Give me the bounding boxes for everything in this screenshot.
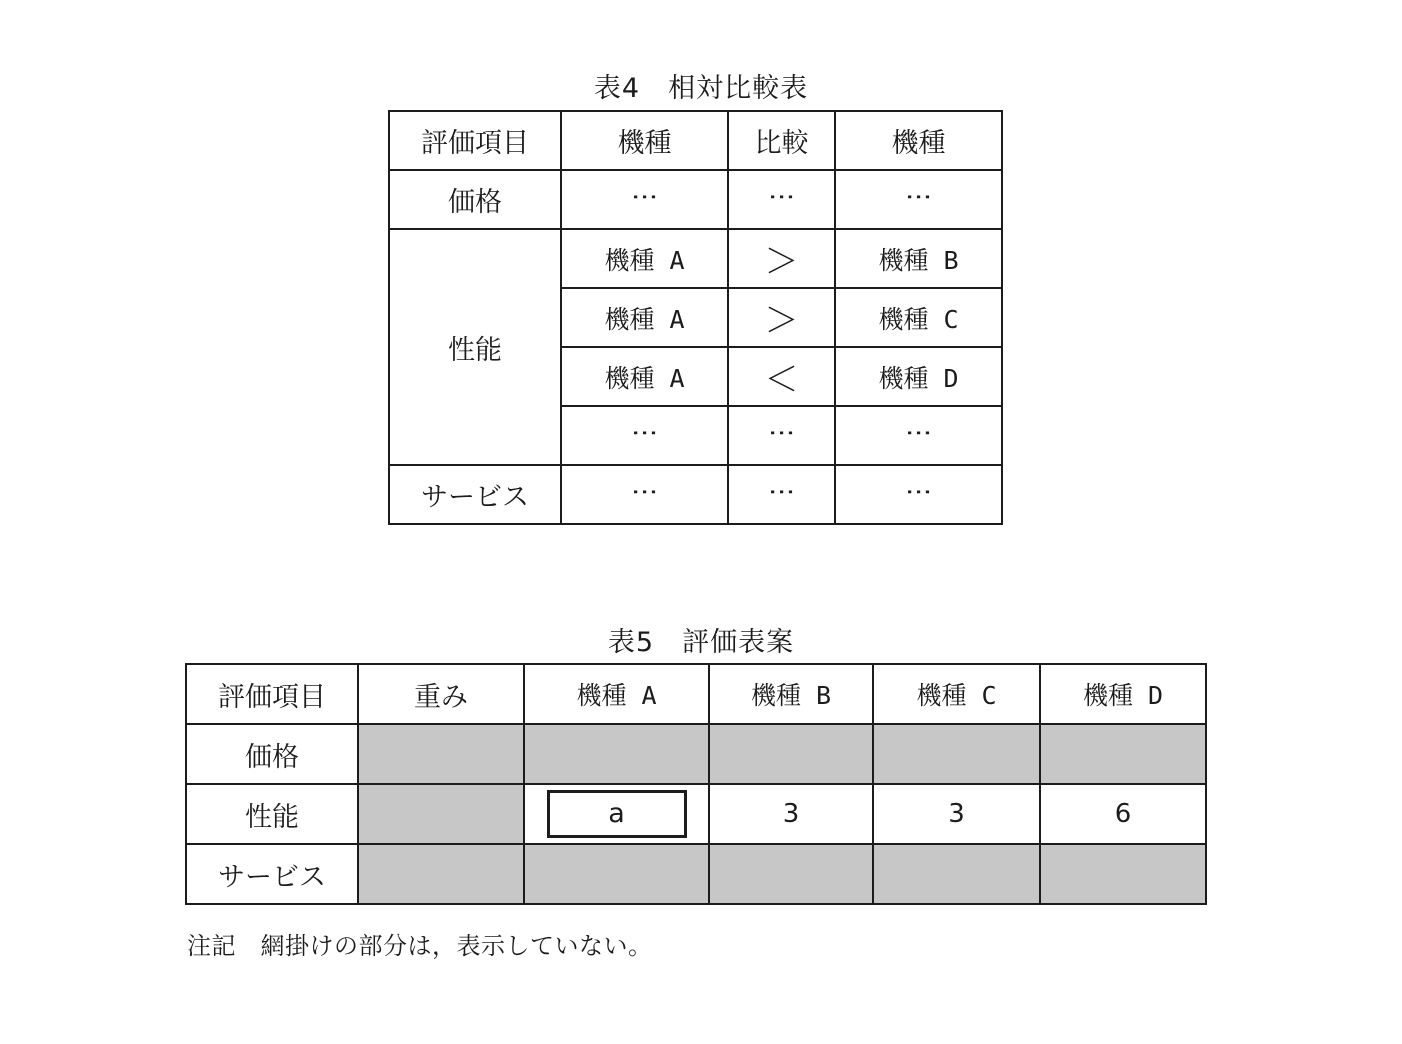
table4-caption: 表4 相対比較表 (593, 73, 809, 104)
table-header-row (186, 664, 1206, 724)
row-label-service: サービス (186, 844, 358, 904)
ellipsis-cell: ⋮ (835, 406, 1002, 465)
header-cell: 比較 (728, 111, 835, 170)
shaded-cell (1040, 844, 1206, 904)
blank-box-a: a (547, 790, 687, 838)
header-cell: 重み (358, 664, 524, 724)
evaluation-table (185, 663, 1207, 905)
header-cell: 機種 B (709, 664, 873, 724)
ellipsis-cell: ⋮ (728, 406, 835, 465)
ellipsis-cell: ⋮ (728, 170, 835, 229)
shaded-cell (358, 844, 524, 904)
value-cell: 6 (1040, 784, 1206, 844)
model-cell: 機種 A (561, 229, 728, 288)
comparison-cell: ＞ (728, 288, 835, 347)
shaded-cell (873, 844, 1040, 904)
ellipsis-cell: ⋮ (835, 170, 1002, 229)
header-cell: 機種 D (1040, 664, 1206, 724)
shaded-cell (358, 784, 524, 844)
header-cell: 機種 (835, 111, 1002, 170)
model-cell: 機種 D (835, 347, 1002, 406)
row-label-price: 価格 (389, 170, 561, 229)
model-cell: 機種 A (561, 288, 728, 347)
answer-cell-a (524, 784, 709, 844)
table-row (389, 170, 1002, 229)
comparison-cell: ＜ (728, 347, 835, 406)
row-label-performance: 性能 (389, 229, 561, 465)
ellipsis-cell: ⋮ (561, 465, 728, 524)
header-cell: 機種 C (873, 664, 1040, 724)
ellipsis-cell: ⋮ (835, 465, 1002, 524)
relative-comparison-table (388, 110, 1003, 525)
shaded-cell (524, 724, 709, 784)
shaded-cell (709, 844, 873, 904)
ellipsis-cell: ⋮ (561, 170, 728, 229)
row-label-price: 価格 (186, 724, 358, 784)
table-header-row (389, 111, 1002, 170)
header-cell: 評価項目 (389, 111, 561, 170)
table-row (186, 844, 1206, 904)
table-row (186, 724, 1206, 784)
shaded-cell (524, 844, 709, 904)
table-note: 注記 網掛けの部分は，表示していない。 (187, 932, 653, 960)
header-cell: 機種 (561, 111, 728, 170)
model-cell: 機種 A (561, 347, 728, 406)
table5-caption: 表5 評価表案 (607, 627, 795, 658)
row-label-performance: 性能 (186, 784, 358, 844)
value-cell: 3 (709, 784, 873, 844)
ellipsis-cell: ⋮ (561, 406, 728, 465)
shaded-cell (358, 724, 524, 784)
table-row (186, 784, 1206, 844)
comparison-cell: ＞ (728, 229, 835, 288)
table-row (389, 465, 1002, 524)
header-cell: 機種 A (524, 664, 709, 724)
ellipsis-cell: ⋮ (728, 465, 835, 524)
shaded-cell (873, 724, 1040, 784)
row-label-service: サービス (389, 465, 561, 524)
value-cell: 3 (873, 784, 1040, 844)
model-cell: 機種 C (835, 288, 1002, 347)
header-cell: 評価項目 (186, 664, 358, 724)
model-cell: 機種 B (835, 229, 1002, 288)
shaded-cell (709, 724, 873, 784)
shaded-cell (1040, 724, 1206, 784)
table-row (389, 229, 1002, 288)
